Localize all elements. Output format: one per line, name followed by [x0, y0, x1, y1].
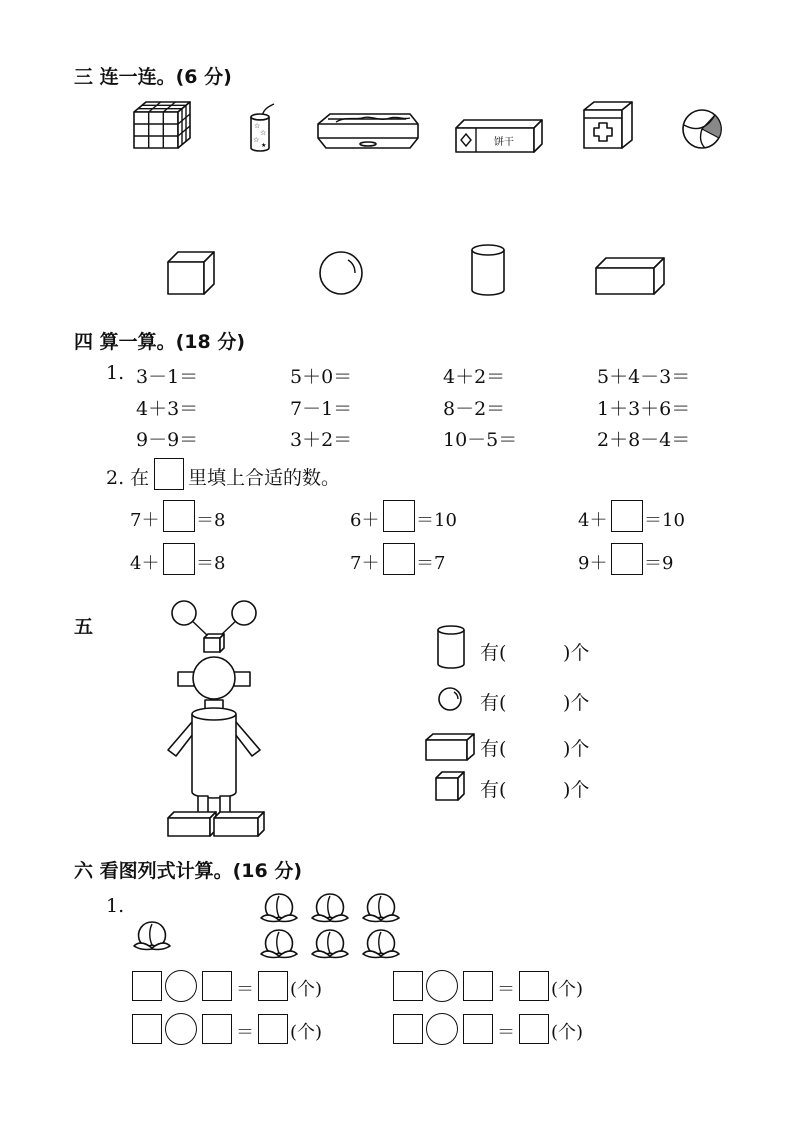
eq1-operand-box[interactable]	[202, 971, 232, 1001]
robot-figure	[160, 596, 270, 840]
cube-shape-icon	[166, 250, 216, 296]
biscuit-box-icon	[454, 118, 544, 154]
peach-icon	[310, 926, 350, 960]
count-cuboid-icon	[424, 732, 476, 762]
count-cylinder-suffix: )个	[563, 642, 590, 664]
calc-r2-c4: 1＋3＋6＝	[597, 398, 691, 420]
calc-r3-c1: 9－9＝	[136, 429, 199, 451]
ball-icon	[681, 108, 723, 150]
calc-r1-c1: 3－1＝	[136, 366, 199, 388]
calc-r2-c1: 4＋3＝	[136, 398, 199, 420]
eq4-operator-circle[interactable]	[426, 1013, 458, 1045]
biscuit-label: 饼干	[494, 137, 514, 148]
fill-r2-c1-left: 4＋	[130, 553, 160, 574]
question-2-suffix: 里填上合适的数。	[188, 467, 341, 489]
section-5-title: 五	[74, 616, 94, 638]
eq3-result-box[interactable]	[258, 1014, 288, 1044]
fill-r2-c2-right: ＝7	[416, 553, 446, 574]
calc-r1-c4: 5＋4－3＝	[597, 366, 691, 388]
eq2-unit: (个)	[551, 979, 584, 1000]
calc-r3-c4: 2＋8－4＝	[597, 429, 691, 451]
fill-r2-c3-right: ＝9	[644, 553, 674, 574]
count-sphere-suffix: )个	[563, 692, 590, 714]
count-sphere-icon	[437, 686, 465, 714]
section-3-title: 三 连一连。(6 分)	[74, 66, 232, 88]
eq4-result-box[interactable]	[519, 1014, 549, 1044]
eq4-operand-box[interactable]	[463, 1014, 493, 1044]
section-6-question-1-label: 1.	[106, 895, 125, 917]
fill-r1-c3-answer-box[interactable]	[611, 500, 643, 532]
eq3-equals: ＝	[236, 1022, 254, 1043]
svg-text:☆: ☆	[253, 136, 260, 144]
eq4-operand-box[interactable]	[393, 1014, 423, 1044]
count-cylinder-icon	[436, 624, 466, 672]
instruction-box-icon	[154, 458, 184, 490]
cylinder-shape-icon	[470, 242, 506, 298]
fill-r2-c1-answer-box[interactable]	[163, 543, 195, 575]
count-sphere-prefix: 有(	[480, 692, 507, 714]
fill-r1-c1-answer-box[interactable]	[163, 500, 195, 532]
eq2-operand-box[interactable]	[463, 971, 493, 1001]
eq3-operand-box[interactable]	[202, 1014, 232, 1044]
peach-icon	[310, 890, 350, 924]
question-1-label: 1.	[106, 362, 125, 384]
question-2-prefix: 2. 在	[106, 467, 150, 489]
fill-r2-c3-answer-box[interactable]	[611, 543, 643, 575]
calc-r2-c3: 8－2＝	[443, 398, 506, 420]
eq4-equals: ＝	[497, 1022, 515, 1043]
peach-icon	[361, 926, 401, 960]
eq2-operand-box[interactable]	[393, 971, 423, 1001]
eq3-operator-circle[interactable]	[165, 1013, 197, 1045]
eq1-equals: ＝	[236, 979, 254, 1000]
calc-r1-c3: 4＋2＝	[443, 366, 506, 388]
first-aid-box-icon	[582, 100, 634, 150]
eq3-unit: (个)	[290, 1022, 323, 1043]
svg-text:☆: ☆	[254, 122, 261, 130]
fill-r1-c3-right: ＝10	[644, 510, 685, 531]
calc-r3-c3: 10－5＝	[443, 429, 518, 451]
eq4-unit: (个)	[551, 1022, 584, 1043]
peach-icon	[361, 890, 401, 924]
count-cylinder-prefix: 有(	[480, 642, 507, 664]
eq1-unit: (个)	[290, 979, 323, 1000]
svg-text:★: ★	[261, 142, 267, 149]
fill-r1-c3-left: 4＋	[578, 510, 608, 531]
section-6-title: 六 看图列式计算。(16 分)	[74, 860, 303, 882]
fill-r1-c2-left: 6＋	[350, 510, 380, 531]
fill-r1-c1-left: 7＋	[130, 510, 160, 531]
eq1-operand-box[interactable]	[132, 971, 162, 1001]
calc-r2-c2: 7－1＝	[290, 398, 353, 420]
rubiks-cube-icon	[132, 100, 192, 150]
count-cube-icon	[434, 770, 466, 802]
section-4-title: 四 算一算。(18 分)	[74, 331, 246, 353]
eq2-equals: ＝	[497, 979, 515, 1000]
eq1-operator-circle[interactable]	[165, 970, 197, 1002]
eq1-result-box[interactable]	[258, 971, 288, 1001]
count-cube-suffix: )个	[563, 779, 590, 801]
calc-r3-c2: 3＋2＝	[290, 429, 353, 451]
peach-icon	[259, 890, 299, 924]
eq2-result-box[interactable]	[519, 971, 549, 1001]
fill-r2-c3-left: 9＋	[578, 553, 608, 574]
peach-icon	[132, 918, 172, 952]
count-cuboid-prefix: 有(	[480, 738, 507, 760]
fill-r1-c1-right: ＝8	[196, 510, 226, 531]
fill-r1-c2-answer-box[interactable]	[383, 500, 415, 532]
count-cuboid-suffix: )个	[563, 738, 590, 760]
fill-r2-c1-right: ＝8	[196, 553, 226, 574]
count-cube-prefix: 有(	[480, 779, 507, 801]
calc-r1-c2: 5＋0＝	[290, 366, 353, 388]
pencil-case-icon	[314, 110, 420, 150]
sphere-shape-icon	[318, 250, 366, 298]
eq2-operator-circle[interactable]	[426, 970, 458, 1002]
cuboid-shape-icon	[594, 256, 666, 296]
svg-text:☆: ☆	[260, 129, 267, 137]
fill-r2-c2-answer-box[interactable]	[383, 543, 415, 575]
eq3-operand-box[interactable]	[132, 1014, 162, 1044]
peach-icon	[259, 926, 299, 960]
fill-r2-c2-left: 7＋	[350, 553, 380, 574]
fill-r1-c2-right: ＝10	[416, 510, 457, 531]
firecracker-icon	[246, 102, 278, 154]
